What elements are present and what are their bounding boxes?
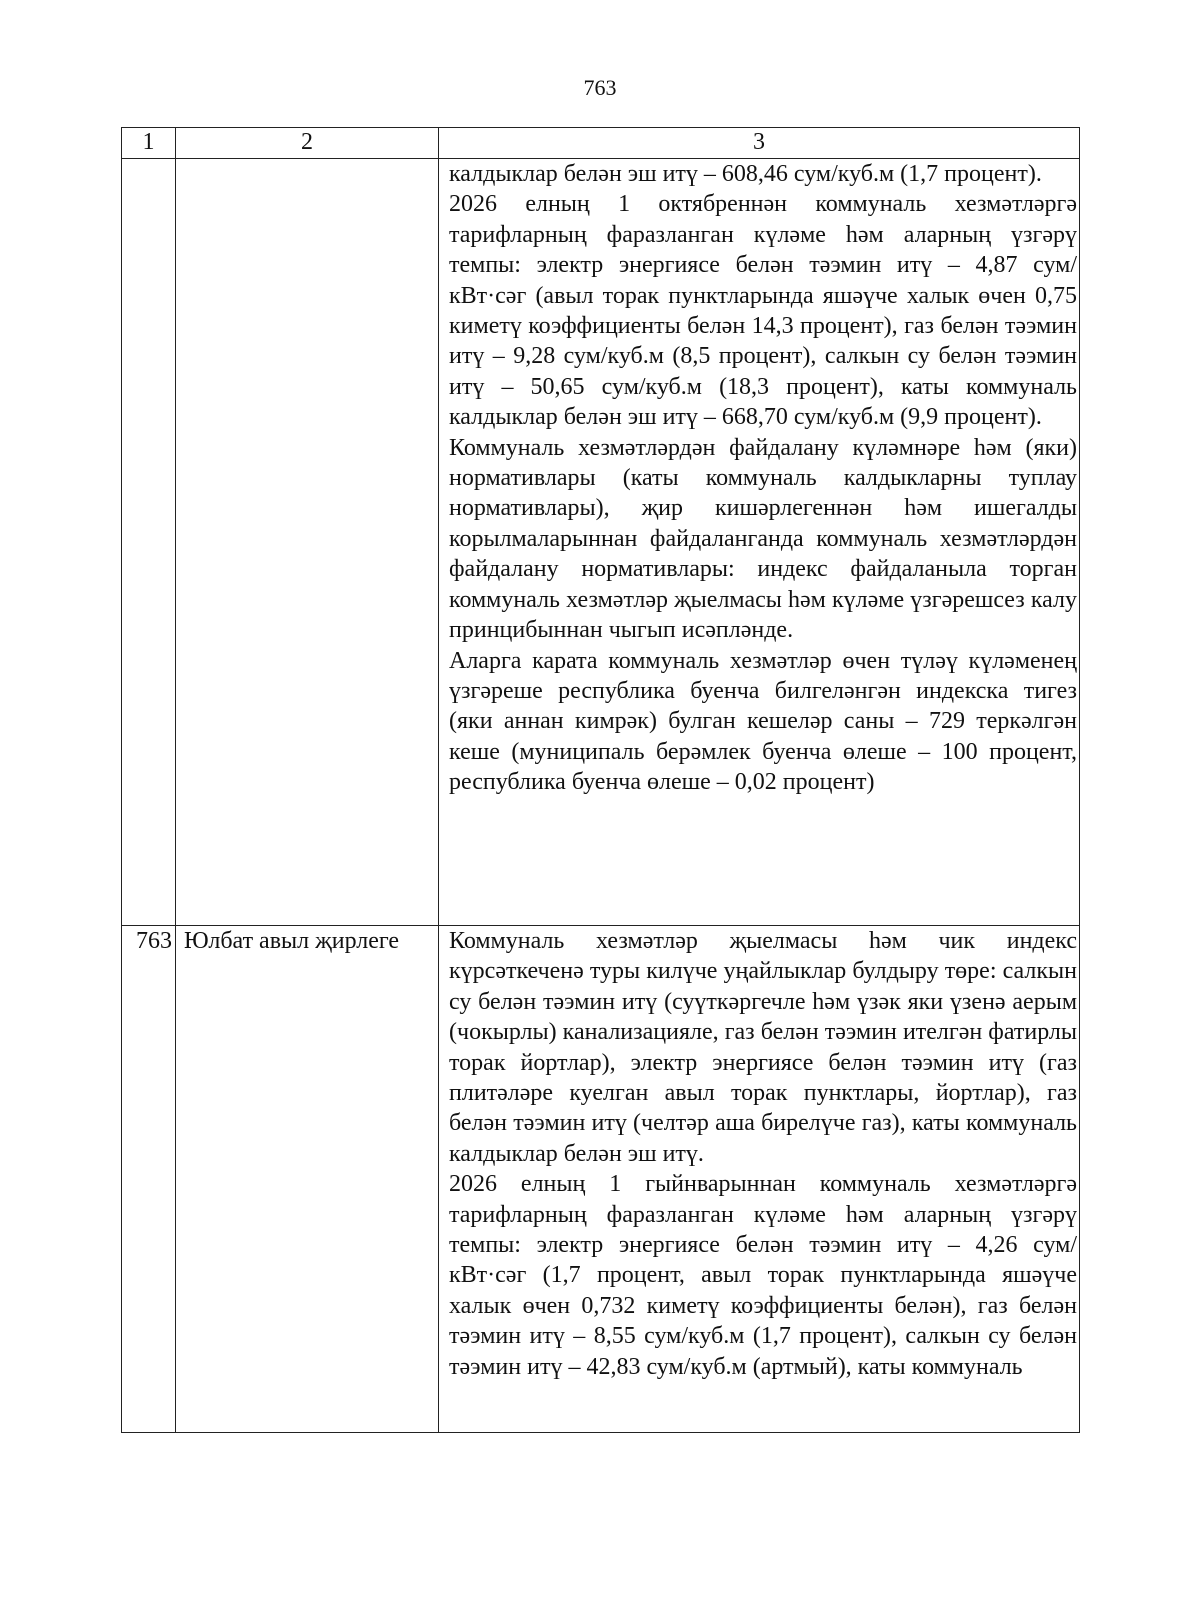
description-paragraph: Аларга карата коммуналь хезмәтләр өчен түләү күләменең үзгәреше республика буенча билгеләнгән индекска тигез (яки аннан кимрәк) булган кешеләр саны – 729 теркәлгән кеше (муниципаль берәмлек буенча өлеше – 100 процент, республика буенча өлеше – 0,02 процент): [449, 647, 1077, 796]
description-cell: [439, 926, 1080, 1433]
column-header-3: 3: [439, 128, 1080, 159]
table-row-continuation: [122, 159, 1080, 926]
settlement-name-cell: Юлбат авыл җирлеге: [176, 926, 439, 1433]
table-header-row: [122, 128, 1080, 159]
description-paragraph: 2026 елның 1 октябреннән коммуналь хезмәтләргә тарифларның фаразланган күләме һәм аларның үзгәрү темпы: электр энергиясе белән тәэмин итү – 4,87 сум/кВт·сәг (авыл торак пунктларында яшәүче халык өчен 0,75 киметү коэффициенты белән 14,3 процент), газ белән тәэмин итү – 9,28 сум/куб.м (8,5 процент), салкын су белән тәэмин итү – 50,65 сум/куб.м (18,3 процент), каты коммуналь калдыклар белән эш итү – 668,70 сум/куб.м (9,9 процент).: [449, 191, 1077, 431]
settlement-name-cell: [176, 159, 439, 926]
page-number: 763: [583, 75, 617, 100]
description-cell: [439, 159, 1080, 926]
description-paragraph: калдыклар белән эш итү – 608,46 сум/куб.м (1,7 процент).: [449, 161, 1042, 187]
description-paragraph: Коммуналь хезмәтләр җыелмасы һәм чик индекс күрсәткеченә туры килүче уңайлыклар булдыру төре: салкын су белән тәэмин итү (суүткәргечле һәм үзәк яки үзенә аерым (чокырлы) канализацияле, газ белән тәэмин ителгән фатирлы торак йортлар), электр энергиясе белән тәэмин итү (газ плитәләре куелган авыл торак пунктлары, йортлар), газ белән тәэмин итү (челтәр аша бирелүче газ), каты коммуналь калдыклар белән эш итү.: [449, 928, 1077, 1167]
table-row-entry: [122, 926, 1080, 1433]
description-paragraph: 2026 елның 1 гыйнварыннан коммуналь хезмәтләргә тарифларның фаразланган күләме һәм аларның үзгәрү темпы: электр энергиясе белән тәэмин итү – 4,26 сум/кВт·сәг (1,7 процент, авыл торак пунктларында яшәүче халык өчен 0,732 киметү коэффициенты белән), газ белән тәэмин итү – 8,55 сум/куб.м (1,7 процент), салкын су белән тәэмин итү – 42,83 сум/куб.м (артмый), каты коммуналь: [449, 1171, 1077, 1380]
description-paragraph: Коммуналь хезмәтләрдән файдалану күләмнәре һәм (яки) нормативлары (каты коммуналь калдыкларны туплау нормативлары), җир кишәрлегеннән һәм ишегалды корылмаларыннан файдаланганда коммуналь хезмәтләрдән файдалану нормативлары: индекс файдаланыла торган коммуналь хезмәтләр җыелмасы һәм күләме үзгәрешсез калу принцибыннан чыгып исәпләнде.: [449, 434, 1077, 644]
row-number-cell: [122, 159, 176, 926]
row-number-cell: 763: [122, 926, 176, 1433]
document-table: [121, 127, 1080, 1433]
column-header-2: 2: [176, 128, 439, 159]
column-header-1: 1: [122, 128, 176, 159]
